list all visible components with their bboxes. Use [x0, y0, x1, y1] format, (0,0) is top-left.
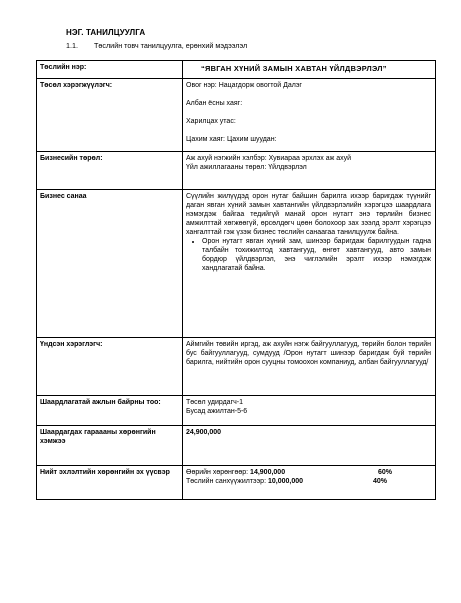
- loan-funds-amount: 10,000,000: [267, 477, 304, 485]
- project-summary-table: [36, 60, 436, 500]
- business-activity: Үйл ажиллагааны төрөл: Үйлдвэрлэл: [186, 163, 307, 171]
- funding-needed-value: 24,900,000: [183, 426, 436, 466]
- customers-label: Үндсэн хэрэглэгч:: [37, 338, 183, 396]
- funding-sources-value: [183, 466, 436, 500]
- business-idea-label: Бизнес санаа: [37, 190, 183, 338]
- own-funds-percent: 60%: [378, 469, 393, 476]
- list-item: • Орон нутагт явган хүний зам, шинээр баригдаж барилгуудын гадна талбайн тохижилтод хавтангууд, өнгөт хавтангууд, авто замын бордюр үйлдвэрлэл, энэ чиглэлийн эрэлт ихээр нэмэгдэж хандлагатай байна.: [202, 238, 431, 274]
- table-row: [37, 396, 436, 426]
- subsection-number: 1.1.: [66, 41, 78, 50]
- executor-email: Цахим хаяг: Цахим шуудан:: [186, 135, 277, 143]
- table-row: [37, 190, 436, 338]
- loan-funds-label: Төслийн санхүүжилтээр:: [186, 477, 267, 485]
- table-row: [37, 466, 436, 500]
- business-type-value: [183, 152, 436, 190]
- table-row: [37, 338, 436, 396]
- table-row: [37, 61, 436, 79]
- business-idea-value: [183, 190, 436, 338]
- employees-other: Бусад ажилтан-5-6: [186, 407, 248, 415]
- executor-name: Овог нэр: Нацагдорж овогтой Далэг: [186, 82, 302, 89]
- project-name-value: “ЯВГАН ХҮНИЙ ЗАМЫН ХАВТАН ҮЙЛДВЭРЛЭЛ”: [183, 61, 436, 79]
- executor-label: Төсөл хэрэгжүүлэгч:: [37, 79, 183, 152]
- own-funds-label: Өөрийн хөрөнгөөр:: [186, 469, 249, 476]
- loan-funds-line: [186, 478, 431, 487]
- employees-manager: Төсөл удирдагч-1: [186, 399, 243, 406]
- loan-funds-percent: 40%: [373, 477, 388, 485]
- employees-label: Шаардлагатай ажлын байрны тоо:: [37, 396, 183, 426]
- own-funds-line: [186, 469, 431, 478]
- subsection-title: Төслийн товч танилцуулга, ерөнхий мэдээлэл: [94, 41, 248, 50]
- business-form: Аж ахуй нэгжийн хэлбэр: Хувиараа эрхлэх аж ахуй: [186, 155, 352, 162]
- table-row: [37, 152, 436, 190]
- business-idea-paragraph: Сүүлийн жилүүдэд орон нутаг байшин барилга ихээр баригдаж түүнийг даган явган хүний замын хавтангийн үйлдвэрлэлийн хэрэгцээ шаардлага нэмэгдэж байгаа тедийгүй манай орон нутагт энэ төрлийн бизнес амжилттай хөгжөөгүй, өрсөлдөгч цөөн болохоор зах зээлд эрэлт хэрэгцээ хангалттай гэж үзэж бизнес төслийн санаагаа танилцуулж байна.: [186, 193, 431, 236]
- business-idea-list: [186, 238, 431, 274]
- table-row: [37, 426, 436, 466]
- executor-value: [183, 79, 436, 152]
- own-funds-amount: 14,900,000: [250, 469, 286, 476]
- funding-sources-label: Нийт эхлэлтийн хөрөнгийн эх үүсвэр: [37, 466, 183, 500]
- subsection-heading: [66, 41, 247, 50]
- project-name-label: Төслийн нэр:: [37, 61, 183, 79]
- section-heading: НЭГ. ТАНИЛЦУУЛГА: [66, 28, 146, 37]
- customers-value: Аймгийн төвийн иргэд, аж ахуйн нэгж байгууллагууд, төрийн болон төрийн бус байгууллагууд, сумдууд /Орон нутагт шинээр баригдаж буй төрийн барилга, нийтийн орон сууцны томоохон компаниуд, албан байгууллагууд/: [183, 338, 436, 396]
- executor-address: Албан ёсны хаяг:: [186, 99, 243, 107]
- funding-needed-label: Шаардагдах гараааны хөрөнгийн хэмжээ: [37, 426, 183, 466]
- employees-value: [183, 396, 436, 426]
- business-type-label: Бизнесийн төрөл:: [37, 152, 183, 190]
- executor-phone: Харилцах утас:: [186, 117, 236, 125]
- table-row: [37, 79, 436, 152]
